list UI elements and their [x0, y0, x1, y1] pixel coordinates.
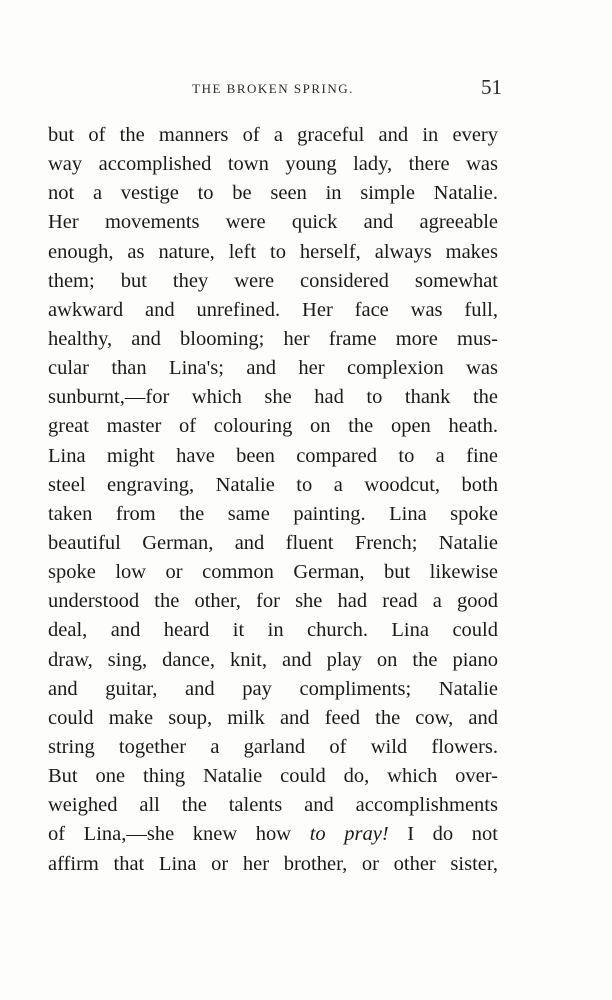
text-line-21: could make soup, milk and feed the cow, and — [48, 706, 498, 729]
text-line-15: beautiful German, and fluent French; Natalie — [48, 531, 498, 554]
text-line-17: understood the other, for she had read a good — [48, 590, 498, 613]
text-line-25 — [48, 820, 498, 849]
page-number: 51 — [481, 75, 502, 99]
italic-phrase: to pray! — [309, 823, 389, 846]
text-line-3: not a vestige to be seen in simple Natalie. — [48, 182, 498, 205]
text-line-12: Lina might have been compared to a fine — [48, 444, 498, 467]
body-text — [48, 121, 498, 879]
text-line-2: way accomplished town young lady, there was — [48, 153, 498, 176]
text-line-1: but of the manners of a graceful and in every — [48, 124, 498, 146]
text-line-11: great master of colouring on the open heath. — [48, 415, 498, 438]
text-line-4: Her movements were quick and agreeable — [48, 211, 498, 234]
text-line-19: draw, sing, dance, knit, and play on the piano — [48, 648, 498, 671]
text-line-8: healthy, and blooming; her frame more mus- — [48, 327, 498, 350]
running-title: THE BROKEN SPRING. — [192, 81, 354, 96]
text-line-24: weighed all the talents and accomplishments — [48, 794, 498, 817]
text-line-16: spoke low or common German, but likewise — [48, 561, 498, 584]
text-line-20: and guitar, and pay compliments; Natalie — [48, 677, 498, 700]
text-line-9: cular than Lina's; and her complexion was — [48, 357, 498, 380]
text-line-25-after: I do not — [388, 823, 498, 846]
text-line-23: But one thing Natalie could do, which over- — [48, 765, 498, 788]
text-line-18: deal, and heard it in church. Lina could — [48, 619, 498, 642]
text-line-7: awkward and unrefined. Her face was full, — [48, 298, 498, 321]
running-head — [48, 78, 498, 100]
text-line-14: taken from the same painting. Lina spoke — [48, 502, 498, 525]
text-line-5: enough, as nature, left to herself, always makes — [48, 240, 498, 263]
text-line-26: affirm that Lina or her brother, or other sister, — [48, 852, 498, 875]
text-line-25-before: of Lina,—she knew how — [48, 823, 310, 846]
text-line-10: sunburnt,—for which she had to thank the — [48, 386, 498, 409]
text-line-13: steel engraving, Natalie to a woodcut, both — [48, 473, 498, 496]
text-line-22: string together a garland of wild flowers. — [48, 735, 498, 758]
text-line-6: them; but they were considered somewhat — [48, 269, 498, 292]
